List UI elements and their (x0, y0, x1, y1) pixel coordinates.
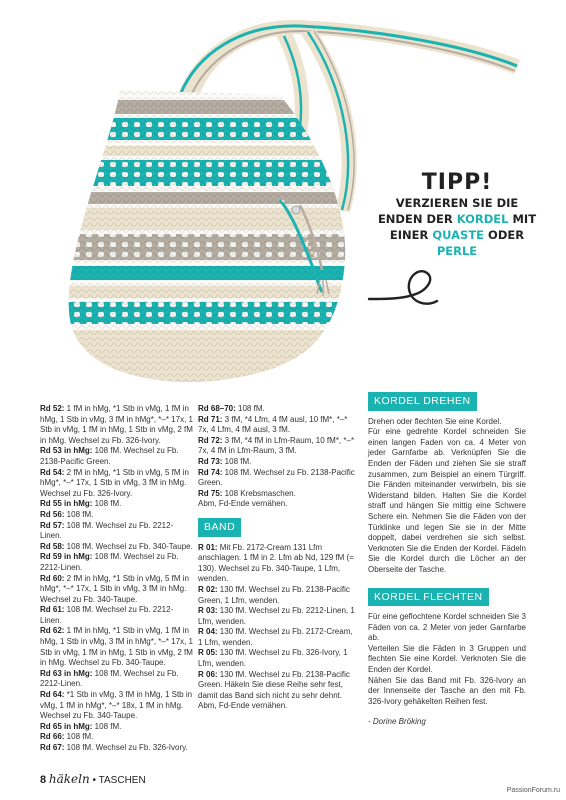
instruction-row (40, 743, 195, 754)
row-text: Mit Fb. 2172-Cream 131 Lfm anschlagen. 1 fM in 2. Lfm ab Nd, 129 fM (= 130). Wechsel zu Fb. 340-Taupe, 1 Lfm, wenden. (198, 542, 354, 584)
row-label: R 03: (198, 606, 218, 616)
row-text: Abm, Fd-Ende vernähen. (198, 499, 288, 509)
row-text: 108 fM. Wechsel zu Fb. 2212-Linen. (40, 520, 174, 541)
row-label: Rd 73: (198, 456, 223, 466)
tip-line-2 (362, 211, 552, 227)
instructions-column-1 (40, 404, 195, 754)
kordel-drehen-text: Für eine gedrehte Kordel schneiden Sie einen langen Faden von ca. 4 Meter von jeder Garnfarbe ab. Verknüpfen Sie die Enden der Fäden und ziehen Sie sie straff zusammen, zum Beispiel an einem Türgriff. Die Fänden miteinander verwirbeln, bis sie Widerstand bilden. Halten Sie die Kordel straff und hängen Sie mittig eine Schwere Schere ein. Nehmen Sie die Fäden von der Türklinke und legen Sie sie in der Mitte doppelt, dabei verdrehen sie sich selbst. Verknoten Sie die Enden der Kordel. Fädeln Sie die Kordel durch die Löcher an der Oberseite der Tasche. (368, 427, 526, 574)
instruction-row (40, 552, 195, 573)
instruction-row (40, 542, 195, 553)
instruction-row (40, 510, 195, 521)
kordel-drehen-heading: KORDEL DREHEN (368, 392, 477, 411)
row-label: Rd 63 in hMg: (40, 668, 93, 678)
instruction-row (40, 626, 195, 668)
swirl-arrow-icon (365, 265, 445, 320)
instructions-column-3 (368, 392, 526, 728)
row-label: Rd 54: (40, 467, 65, 477)
footer-separator: • (92, 775, 97, 786)
row-label: R 02: (198, 584, 218, 594)
author: - Dorine Bröking (368, 717, 426, 727)
instruction-row (40, 499, 195, 510)
row-label: Rd 66: (40, 732, 65, 742)
row-text: 108 fM. (222, 456, 252, 466)
row-text: 108 fM. (92, 499, 122, 509)
instruction-row (198, 701, 358, 712)
page-number: 8 (40, 774, 47, 786)
row-text: 108 fM. Wechsel zu Fb. 2138-Pacific Green. (40, 446, 179, 466)
tip-text: EINER (389, 228, 433, 242)
instruction-row (198, 627, 358, 648)
band-instructions (198, 543, 358, 713)
kordel-drehen-intro: Drehen oder flechten Sie eine Kordel. (368, 416, 502, 426)
row-text: 108 fM. Wechsel zu Fb. 340-Taupe. (64, 541, 193, 551)
row-label: Rd 75: (198, 488, 223, 498)
row-label: Rd 72: (198, 435, 223, 445)
kordel-flechten-p2: Verteilen Sie die Fäden in 3 Gruppen und flechten Sie eine Kordel. Verknoten Sie die Enden der Kordel. (368, 643, 526, 675)
band-heading: BAND (198, 518, 241, 537)
row-text: 108 Krebsmaschen. (222, 488, 296, 498)
instructions-column-2 (198, 404, 358, 712)
instruction-row (198, 468, 358, 489)
row-text: 2 fM in hMg, *1 Stb in vMg, 5 fM in hMg*, *–* 17x, 1 Stb in vMg, 3 fM in hMg. Wechsel zu Fb. 340-Taupe. (40, 573, 189, 604)
instruction-row (40, 468, 195, 500)
row-text: 1 fM in hMg, *1 Stb in vMg, 1 fM in hMg, 1 Stb in vMg, 3 fM in hMg*, *–* 17x, 1 Stb in vMg, 1 fM in hMg, 1 Stb in vMg, 2 fM in hMg. Wechsel zu Fb. 326-Ivory. (40, 404, 193, 445)
row-label: Rd 59 in hMg: (40, 552, 93, 562)
row-text: 130 fM. Wechsel zu Fb. 2138-Pacific Green. Häkeln Sie diese Reihe sehr fest, damit das Band sich nicht zu sehr dehnt. (198, 669, 350, 700)
row-label: Rd 60: (40, 573, 65, 583)
row-label: Rd 53 in hMg: (40, 446, 93, 456)
instruction-row (40, 732, 195, 743)
row-text: 108 fM. Wechsel zu Fb. 2212-Linen. (40, 668, 179, 689)
kordel-flechten-p3: Nähen Sie das Band mit Fb. 326-Ivory an der Innenseite der Tasche an den mit Fb. 326-Ivory gehäkelten Reihen fest. (368, 675, 526, 706)
row-label: Rd 55 in hMg: (40, 499, 93, 509)
row-label: Rd 61: (40, 605, 65, 615)
row-label: Rd 74: (198, 467, 223, 477)
tip-box (362, 170, 552, 259)
tip-highlight: KORDEL (456, 212, 509, 226)
instruction-row (40, 669, 195, 690)
row-label: Rd 56: (40, 509, 65, 519)
row-text: 108 fM. Wechsel zu Fb. 2212-Linen. (40, 605, 174, 625)
row-label: R 04: (198, 627, 218, 637)
instruction-row (40, 521, 195, 542)
instruction-row (40, 722, 195, 733)
instruction-row (198, 606, 358, 627)
instruction-row (198, 436, 358, 457)
rounds-list (198, 404, 358, 510)
row-text: 108 fM. Wechsel zu Fb. 2138-Pacific Green. (198, 467, 355, 488)
row-label: Rd 65 in hMg: (40, 721, 93, 731)
instruction-row (40, 446, 195, 467)
row-label: Rd 64: (40, 690, 65, 700)
row-text: 108 fM. (64, 509, 94, 519)
row-text: 108 fM. Wechsel zu Fb. 2212-Linen. (40, 552, 179, 572)
instruction-row (198, 585, 358, 606)
page-footer (40, 772, 146, 786)
row-label: Rd 57: (40, 520, 65, 530)
bag-body (40, 80, 360, 400)
instruction-row (40, 690, 195, 722)
instruction-row (198, 457, 358, 468)
watermark: PassionForum.ru (506, 787, 560, 794)
tip-line-1: VERZIEREN SIE DIE (395, 196, 519, 210)
instruction-row (198, 543, 358, 585)
row-label: Rd 67: (40, 743, 65, 752)
row-text: *1 Stb in vMg, 3 fM in hMg, 1 Stb in vMg, 1 fM in hMg*, *–* 18x, 1 fM in hMg. Wechsel zu Fb. 340-Taupe. (40, 690, 193, 721)
row-text: 108 fM. (235, 404, 265, 413)
tip-line-3 (362, 227, 552, 243)
tip-text: ENDEN DER (377, 212, 457, 226)
tip-highlight: PERLE (436, 244, 478, 258)
tip-line-4 (362, 243, 552, 259)
instruction-row (40, 605, 195, 626)
instruction-row (198, 499, 358, 510)
instruction-row (198, 489, 358, 500)
tip-text: ODER (484, 228, 525, 242)
row-label: R 01: (198, 542, 218, 552)
instruction-row (198, 648, 358, 669)
row-text: 108 fM. (92, 721, 122, 731)
row-text: Abm, Fd-Ende vernähen. (198, 701, 288, 711)
row-label: Rd 62: (40, 626, 65, 636)
row-label: R 05: (198, 648, 218, 658)
magazine-brand: häkeln (48, 772, 90, 786)
kordel-flechten-heading: KORDEL FLECHTEN (368, 588, 489, 607)
tip-title: TIPP! (421, 170, 493, 195)
row-text: 3 fM, *4 Lfm, 4 fM ausl, 10 fM*, *–* 7x, 4 Lfm, 4 fM ausl, 3 fM. (198, 414, 348, 435)
row-text: 130 fM. Wechsel zu Fb. 2172-Cream, 1 Lfm, wenden. (198, 627, 353, 647)
instruction-row (198, 415, 358, 436)
instruction-row (198, 670, 358, 702)
row-label: Rd 52: (40, 404, 65, 413)
kordel-flechten-p1: Für eine geflochtene Kordel schneiden Sie 3 Fäden von ca. 2 Meter von jeder Garnfarbe ab. (368, 612, 526, 643)
tip-highlight: QUASTE (432, 228, 485, 242)
tip-text: MIT (508, 212, 537, 226)
row-text: 108 fM. (64, 732, 94, 742)
row-text: 130 fM. Wechsel zu Fb. 2212-Linen, 1 Lfm, wenden. (198, 606, 355, 626)
row-text: 130 fM. Wechsel zu Fb. 2138-Pacific Green, 1 Lfm, wenden. (198, 584, 350, 605)
row-text: 1 fM in hMg, *1 Stb in vMg, 1 fM in hMg, 1 Stb in vMg, 3 fM in hMg*, *–* 17x, 1 Stb in vMg, 1 fM in hMg, 1 Stb in vMg, 2 fM in hMg. Wechsel zu Fb. 340-Taupe. (40, 626, 193, 668)
instruction-row (198, 404, 358, 415)
row-text: 2 fM in hMg, *1 Stb in vMg, 5 fM in hMg*, *–* 17x, 1 Stb in vMg, 3 fM in hMg. Wechsel zu Fb. 326-Ivory. (40, 467, 189, 498)
row-text: 108 fM. Wechsel zu Fb. 326-Ivory. (64, 743, 188, 752)
row-text: 130 fM. Wechsel zu Fb. 326-Ivory, 1 Lfm, wenden. (198, 648, 348, 669)
row-label: Rd 58: (40, 541, 65, 551)
row-text: 3 fM, *4 fM in Lfm-Raum, 10 fM*, *–* 7x, 4 fM in Lfm-Raum, 3 fM. (198, 435, 355, 456)
instruction-row (40, 574, 195, 606)
instruction-row (40, 404, 195, 446)
row-label: Rd 71: (198, 414, 223, 424)
row-label: Rd 68–70: (198, 404, 236, 413)
row-label: R 06: (198, 669, 218, 679)
section-name: TASCHEN (98, 775, 146, 786)
